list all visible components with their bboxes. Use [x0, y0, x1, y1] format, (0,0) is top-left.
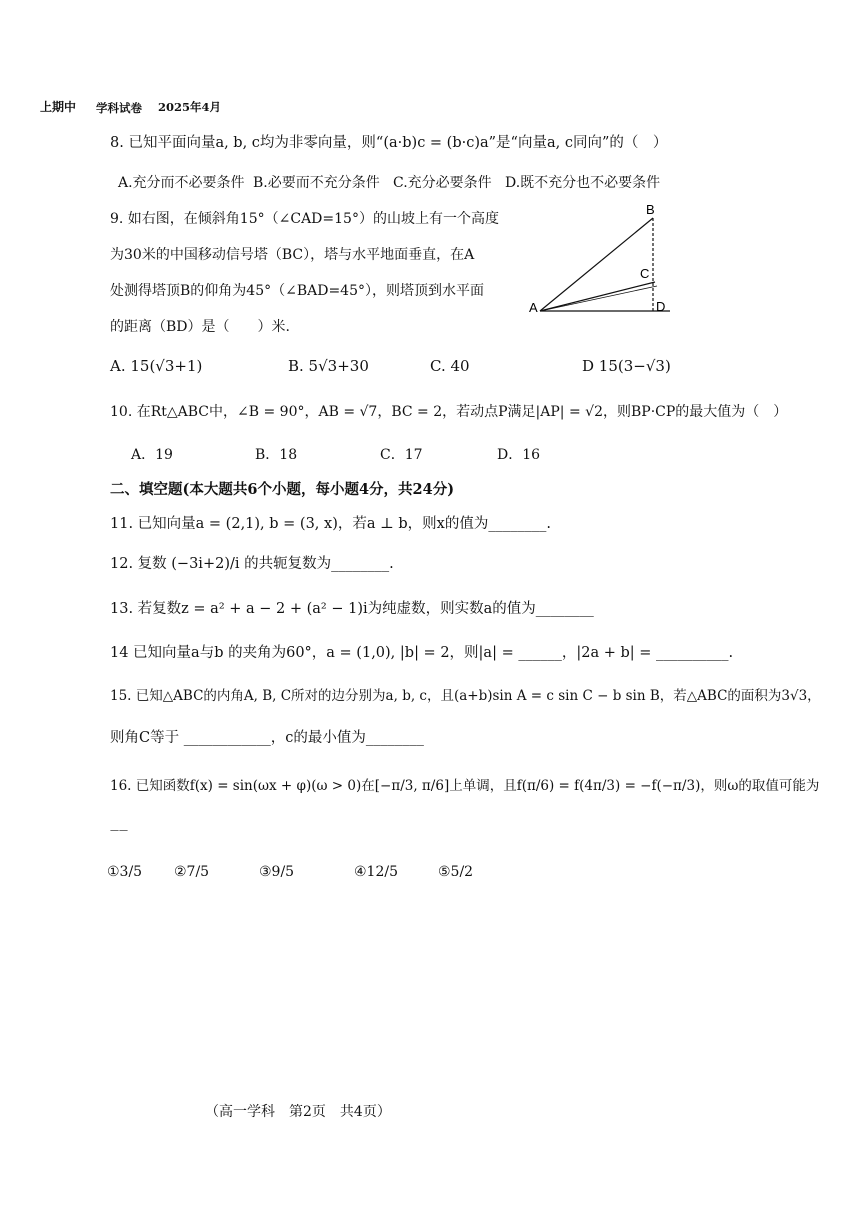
question-11: 11. 已知向量a = (2,1), b = (3, x)，若a ⊥ b，则x的值为________. — [110, 516, 551, 532]
figure-label-d: D — [656, 299, 666, 314]
q10-option-a: A．19 — [131, 447, 173, 463]
question-15-line-2: 则角C等于 ____________，c的最小值为________ — [110, 730, 424, 746]
question-9-line-4: 的距离（BD）是（ ）米. — [110, 319, 290, 335]
header-date: 2025年4月 — [158, 100, 222, 114]
q8-option-c: C.充分必要条件 — [393, 175, 492, 191]
q9-option-d: D 15(3−√3) — [582, 357, 671, 375]
page-footer: （高一学科 第2页 共4页） — [205, 1104, 391, 1120]
section-2-title: 二、填空题(本大题共6个小题，每小题4分，共24分) — [110, 481, 455, 498]
question-16: 16. 已知函数f(x) = sin(ωx + φ)(ω > 0)在[−π/3, π/6]上单调，且f(π/6) = f(4π/3) = −f(−π/3)，则ω的取值可能为 — [110, 778, 820, 794]
q16-option-5: ⑤5/2 — [438, 864, 474, 880]
header-subject: 学科试卷 — [96, 101, 142, 115]
q16-option-1: ①3/5 — [107, 864, 143, 880]
q10-option-c: C．17 — [380, 447, 423, 463]
q9-option-c: C. 40 — [430, 357, 470, 375]
q10-option-d: D．16 — [497, 447, 541, 463]
question-9-line-2: 为30米的中国移动信号塔（BC），塔与水平地面垂直，在A — [110, 247, 475, 263]
q9-option-b: B. 5√3+30 — [288, 357, 369, 375]
question-12: 12. 复数 (−3i+2)/i 的共轭复数为________. — [110, 556, 394, 572]
q16-option-3: ③9/5 — [259, 864, 295, 880]
q8-option-d: D.既不充分也不必要条件 — [505, 175, 661, 191]
q8-option-b: B.必要而不充分条件 — [253, 175, 380, 191]
question-8: 8. 已知平面向量a, b, c均为非零向量，则“(a·b)c = (b·c)a”是“向量a, c同向”的（ ） — [110, 135, 668, 151]
question-9-line-1: 9. 如右图，在倾斜角15°（∠CAD=15°）的山坡上有一个高度 — [110, 211, 499, 227]
question-13: 13. 若复数z = a² + a − 2 + (a² − 1)i为纯虚数，则实数a的值为________ — [110, 601, 594, 617]
q10-option-b: B．18 — [255, 447, 298, 463]
figure-label-b: B — [646, 202, 655, 217]
question-10: 10. 在Rt△ABC中，∠B = 90°，AB = √7，BC = 2，若动点P满足|AP| = √2，则BP·CP的最大值为（ ） — [110, 404, 788, 420]
q8-option-a: A.充分而不必要条件 — [118, 175, 245, 191]
question-9-line-3: 处测得塔顶B的仰角为45°（∠BAD=45°），则塔顶到水平面 — [110, 283, 484, 299]
q16-option-4: ④12/5 — [354, 864, 398, 880]
question-15-line-1: 15. 已知△ABC的内角A, B, C所对的边分别为a, b, c，且(a+b)sin A = c sin C − b sin B，若△ABC的面积为3√3， — [110, 688, 821, 704]
figure-label-a: A — [529, 300, 538, 315]
q9-figure — [525, 200, 685, 325]
question-14: 14 已知向量a与b 的夹角为60°，a = (1,0), |b| = 2，则|a| = ______，|2a + b| = __________. — [110, 645, 734, 661]
figure-label-c: C — [640, 266, 650, 281]
q16-option-2: ②7/5 — [174, 864, 210, 880]
q16-dash: —— — [110, 826, 128, 836]
header-mark: 上期中 — [40, 100, 77, 114]
q9-option-a: A. 15(√3+1) — [110, 357, 203, 375]
